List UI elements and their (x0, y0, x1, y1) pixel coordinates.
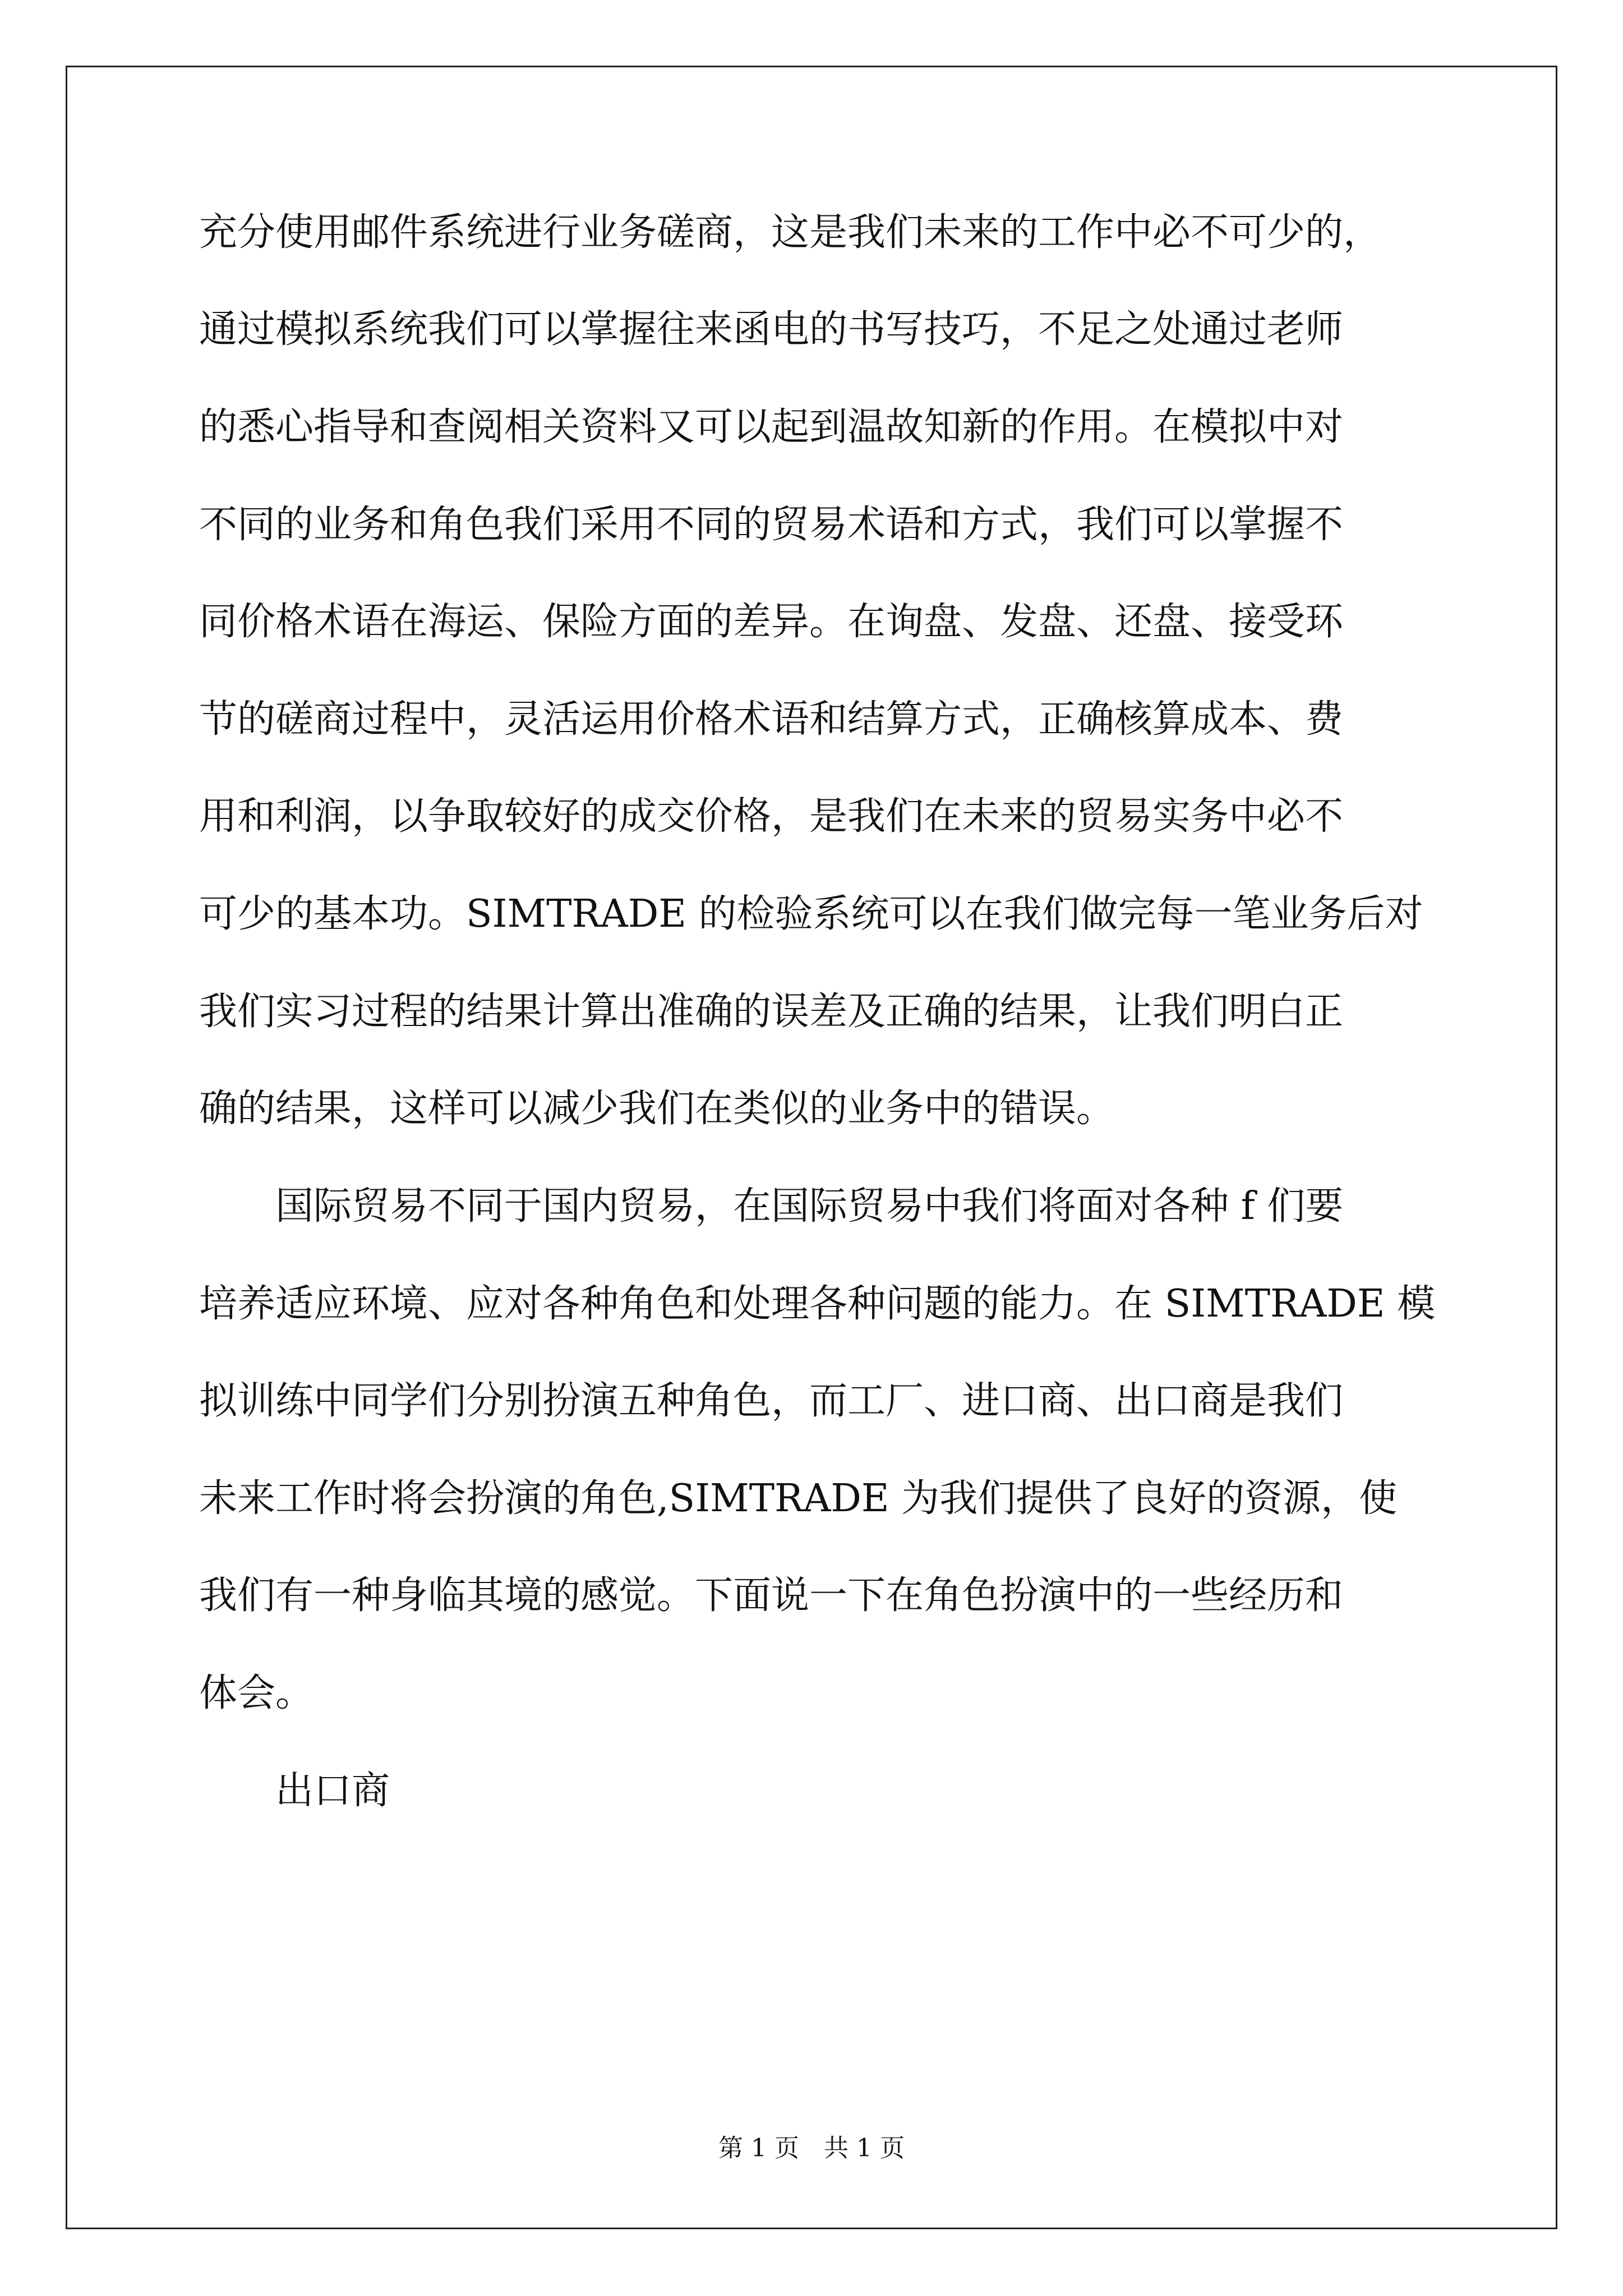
text-line: 节的磋商过程中，灵活运用价格术语和结算方式，正确核算成本、费 (199, 697, 1344, 742)
page-border (66, 66, 1557, 2229)
text-line: 可少的基本功。SIMTRADE 的检验系统可以在我们做完每一笔业务后对 (199, 892, 1423, 936)
text-line: 未来工作时将会扮演的角色,SIMTRADE 为我们提供了良好的资源，使 (199, 1476, 1398, 1521)
text-line: 拟训练中同学们分别扮演五种角色，而工厂、进口商、出口商是我们 (199, 1379, 1344, 1423)
text-line: 用和利润，以争取较好的成交价格，是我们在未来的贸易实务中必不 (199, 794, 1344, 839)
text-line: 我们实习过程的结果计算出准确的误差及正确的结果，让我们明白正 (199, 990, 1344, 1034)
text-line: 出口商 (199, 1769, 390, 1813)
page-footer: 第 1 页 共 1 页 (718, 2134, 905, 2162)
text-line: 充分使用邮件系统进行业务磋商，这是我们未来的工作中必不可少的， (199, 210, 1382, 255)
text-line: 体会。 (199, 1671, 314, 1715)
text-line: 的悉心指导和查阅相关资料又可以起到温故知新的作用。在模拟中对 (199, 405, 1344, 449)
text-line: 同价格术语在海运、保险方面的差异。在询盘、发盘、还盘、接受环 (199, 600, 1344, 644)
text-line: 确的结果，这样可以减少我们在类似的业务中的错误。 (199, 1087, 1115, 1131)
text-line: 国际贸易不同于国内贸易，在国际贸易中我们将面对各种 f 们要 (199, 1184, 1344, 1228)
text-line: 培养适应环境、应对各种角色和处理各种问题的能力。在 SIMTRADE 模 (199, 1282, 1436, 1326)
text-line: 我们有一种身临其境的感觉。下面说一下在角色扮演中的一些经历和 (199, 1573, 1344, 1618)
text-line: 通过模拟系统我们可以掌握往来函电的书写技巧，不足之处通过老师 (199, 307, 1344, 352)
text-line: 不同的业务和角色我们采用不同的贸易术语和方式，我们可以掌握不 (199, 503, 1344, 547)
